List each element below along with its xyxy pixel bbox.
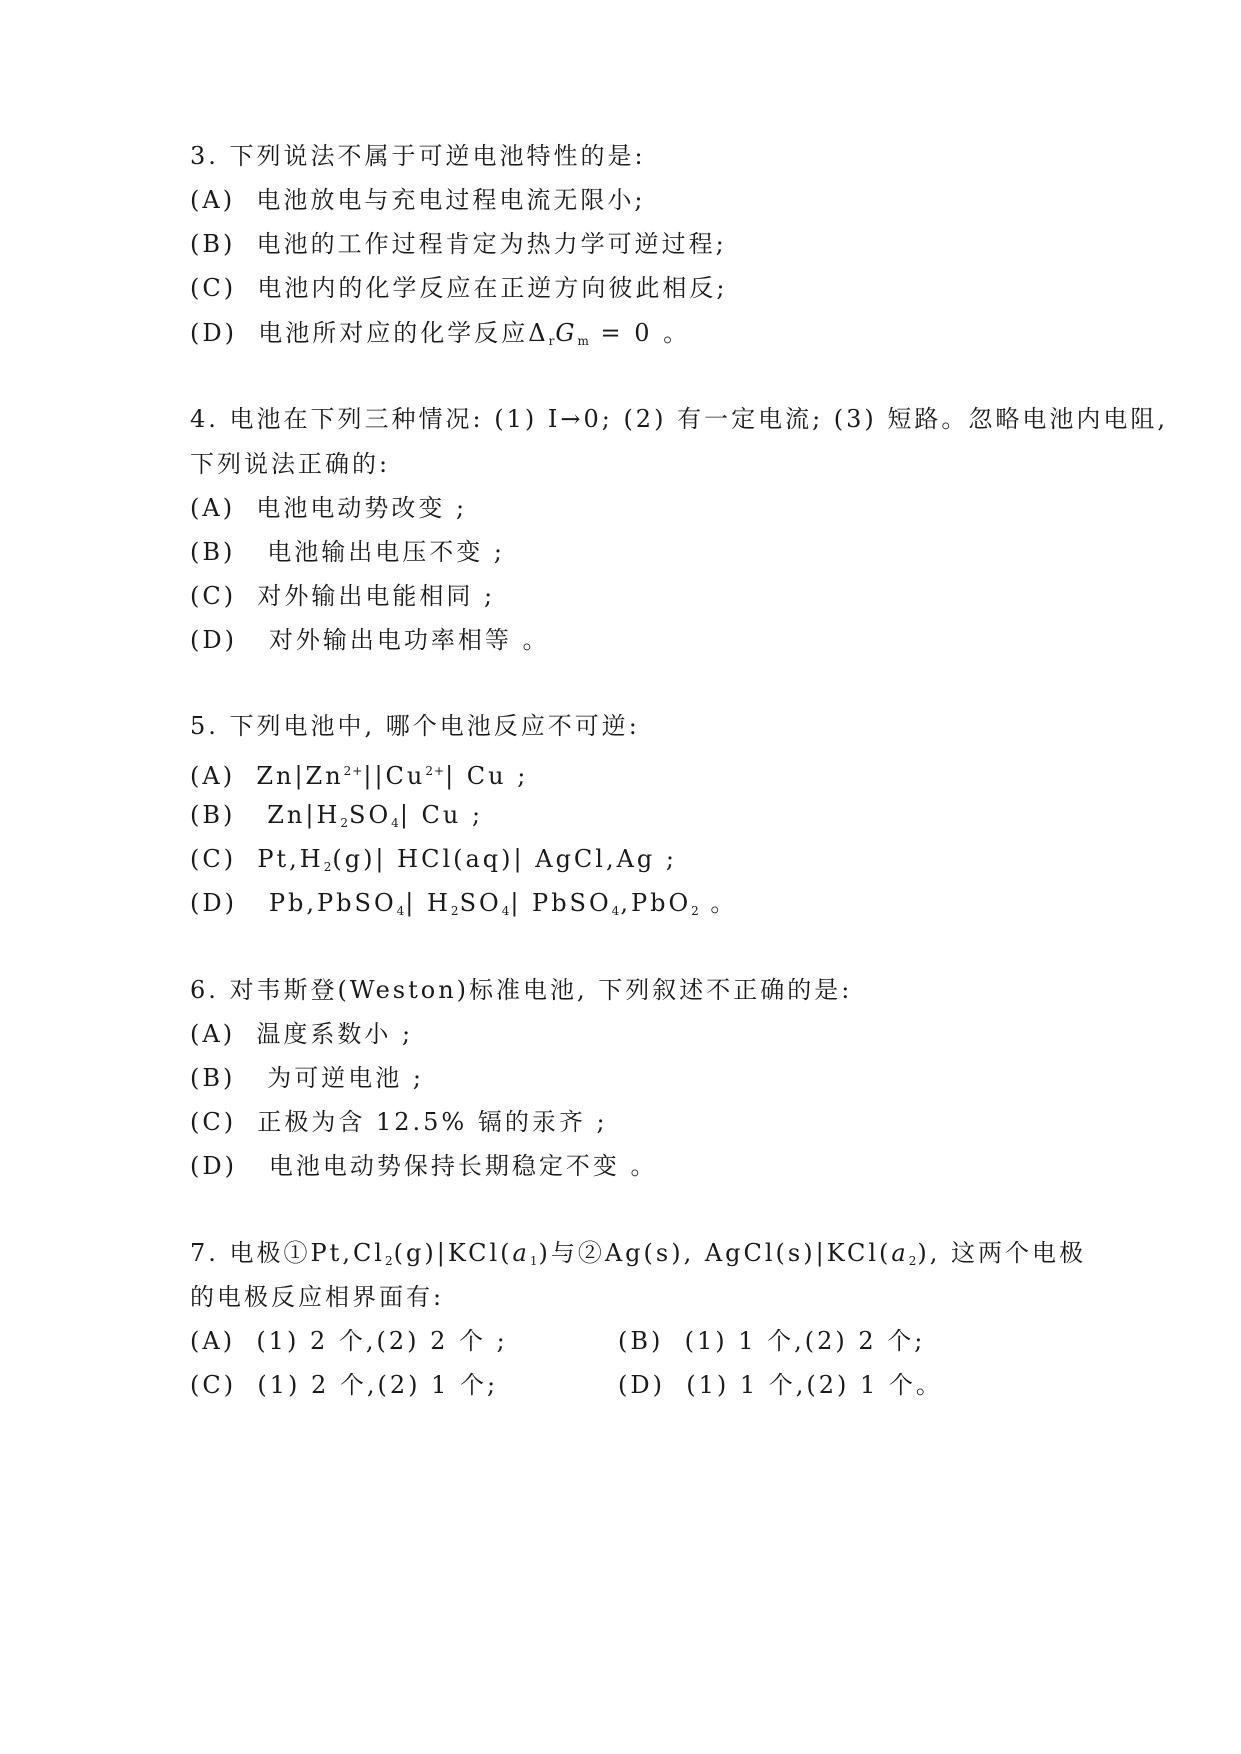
q3-option-d: (D) 电池所对应的化学反应$\Delta_rG_m = 0$ 。 xyxy=(190,319,691,348)
q5-option-b: (B) $Zn|H_2SO_4|$ Cu ; xyxy=(190,801,484,830)
q7-option-a: (A) (1) 2 个,(2) 2 个 ; xyxy=(190,1327,508,1355)
q5-option-c: (C) $Pt,H_2(g)|$ HCl(aq)| AgCl,Ag ; xyxy=(190,845,678,874)
q5-option-d: (D) Pb,PbSO$_4$| $H_2SO_4|$ PbSO$_4$,PbO$_2$ 。 xyxy=(190,889,738,918)
q7-stem-line1: 7. 电极$①Pt,Cl_2(g)|KCl(a_1)$与②Ag(s), $AgCl(s)|KCl(a_2)$, 这两个电极 xyxy=(190,1239,1086,1268)
q7-option-c: (C) (1) 2 个,(2) 1 个; xyxy=(190,1371,499,1399)
q3-stem: 3. 下列说法不属于可逆电池特性的是: xyxy=(190,142,646,170)
q4-stem-line2: 下列说法正确的: xyxy=(190,450,391,478)
q4-stem-line1: 4. 电池在下列三种情况: (1) I→0; (2) 有一定电流; (3) 短路。忽略电池内电阻, xyxy=(190,405,1169,433)
q6-stem: 6. 对韦斯登(Weston)标准电池, 下列叙述不正确的是: xyxy=(190,976,853,1004)
q6-option-c: (C) 正极为含 12.5% 镉的汞齐 ; xyxy=(190,1108,608,1136)
q7-option-b: (B) (1) 1 个,(2) 2 个; xyxy=(618,1327,926,1355)
q4-option-d: (D) 对外输出电功率相等 。 xyxy=(190,626,550,654)
q4-option-b: (B) 电池输出电压不变 ; xyxy=(190,538,505,566)
q3-option-c: (C) 电池内的化学反应在正逆方向彼此相反; xyxy=(190,274,728,302)
q4-option-c: (C) 对外输出电能相同 ; xyxy=(190,582,496,610)
q7-stem-line2: 的电极反应相界面有: xyxy=(190,1283,445,1311)
q6-option-d: (D) 电池电动势保持长期稳定不变 。 xyxy=(190,1152,658,1180)
q5-stem: 5. 下列电池中, 哪个电池反应不可逆: xyxy=(190,712,640,740)
q4-option-a: (A) 电池电动势改变 ; xyxy=(190,494,468,522)
q7-option-d: (D) (1) 1 个,(2) 1 个。 xyxy=(618,1371,943,1399)
q3-option-b: (B) 电池的工作过程肯定为热力学可逆过程; xyxy=(190,230,727,258)
q6-option-a: (A) 温度系数小 ; xyxy=(190,1020,414,1048)
q6-option-b: (B) 为可逆电池 ; xyxy=(190,1064,424,1092)
q3-option-a: (A) 电池放电与充电过程电流无限小; xyxy=(190,186,646,214)
q5-option-a: (A) $Zn|Zn^{2+}||Cu^{2+}|$ Cu ; xyxy=(190,762,529,790)
